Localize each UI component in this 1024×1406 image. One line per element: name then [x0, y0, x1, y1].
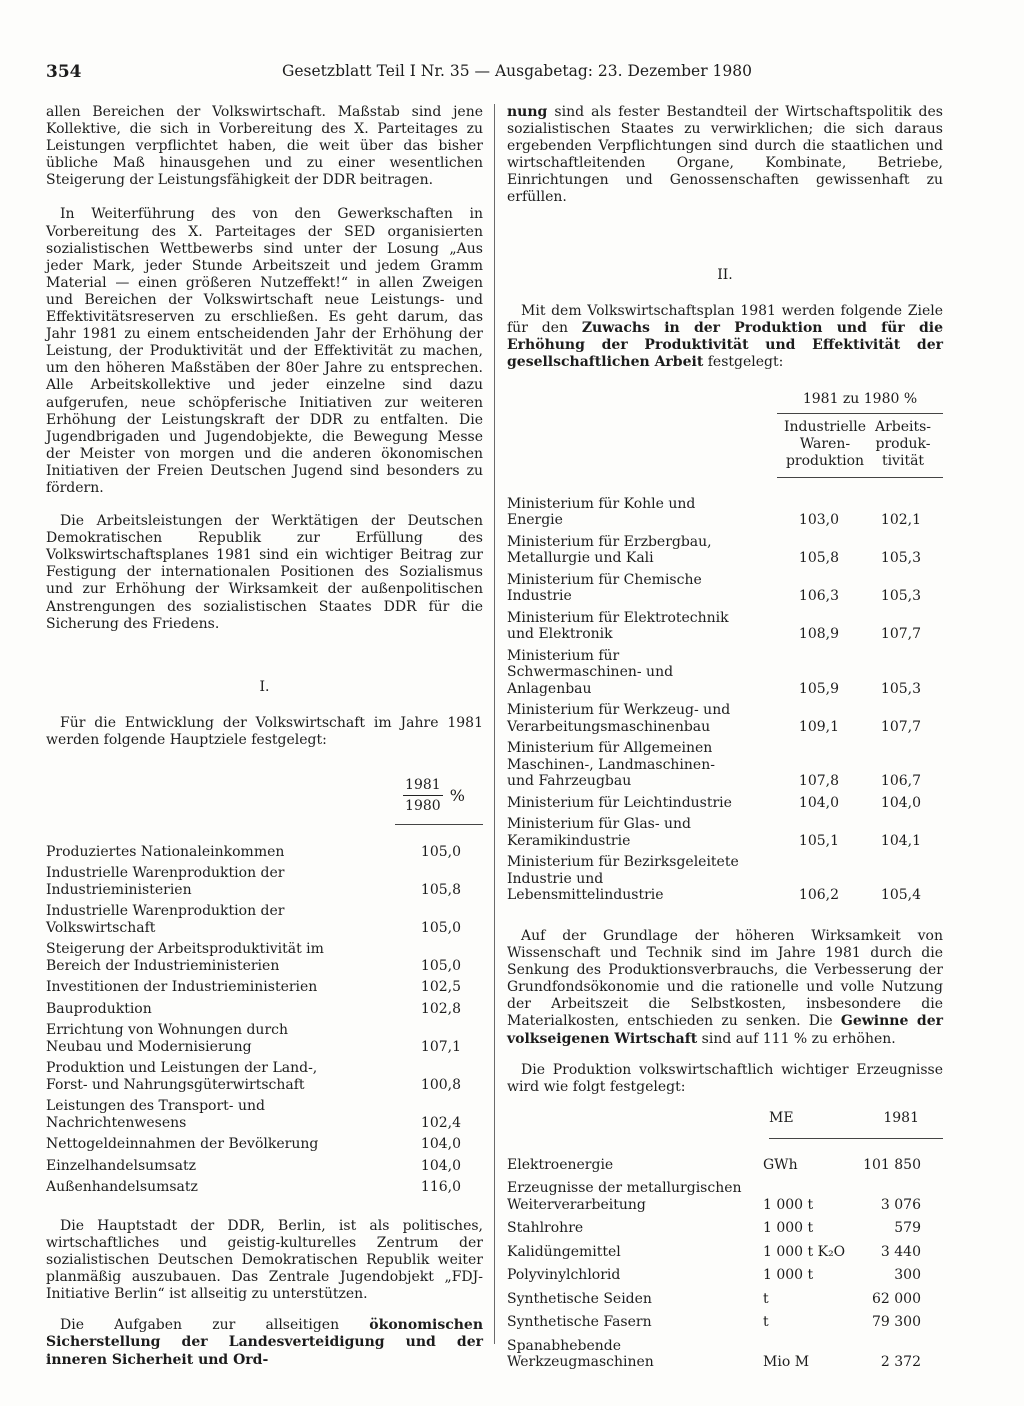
table-row [507, 1331, 943, 1371]
table-row [46, 1017, 483, 1055]
row-label: Ministerium für Erzbergbau, Metallurgie und Kali [507, 533, 712, 567]
table-row [46, 996, 483, 1018]
paragraph: allen Bereichen der Volkswirtschaft. Maßstab sind jene Kollektive, die sich in Vorbereitung des X. Parteitages zu Leistungen verpflichtet haben, die weit über das bisher übliche Maß hinausgehen und zu einer wesentlichen Steigerung der Leistungsfähigkeit der DDR beitragen. [46, 104, 483, 189]
fraction-denominator: 1980 [405, 797, 441, 814]
page-header [46, 62, 976, 86]
header-rule [777, 413, 943, 414]
row-label: Synthetische Fasern [507, 1314, 652, 1331]
table-row [46, 839, 483, 861]
bold-text: Gewinne der volkseigenen Wirtschaft [507, 1013, 943, 1047]
column-header-year: 1981 [883, 1109, 919, 1126]
ministry-table [507, 491, 943, 904]
row-label: Leistungen des Transport- und Nachrichtenwesens [46, 1098, 265, 1131]
row-value: 3 440 [880, 1243, 921, 1260]
row-label: Ministerium für Allgemeinen Maschinen-, Landmaschinen- und Fahrzeugbau [507, 740, 715, 790]
row-label: Errichtung von Wohnungen durch Neubau und Modernisierung [46, 1022, 288, 1055]
row-label: Industrielle Warenproduktion der Volkswirtschaft [46, 903, 285, 936]
row-label: Elektroenergie [507, 1156, 614, 1173]
row-value: 3 076 [880, 1196, 921, 1213]
paragraph: Für die Entwicklung der Volkswirtschaft im Jahre 1981 werden folgende Hauptziele festgelegt: [46, 714, 483, 748]
bold-text: Zuwachs in der Produktion und für die Erhöhung der Produktivität und Effektivität der gesellschaftlichen Arbeit [507, 319, 943, 370]
text-run: sind auf 111 % zu erhöhen. [697, 1030, 896, 1047]
row-value: 105,0 [420, 919, 461, 936]
row-value-productivity: 105,3 [880, 680, 921, 697]
row-label: Ministerium für Kohle und Energie [507, 495, 696, 529]
table-row [507, 1284, 943, 1308]
section-heading: I. [259, 678, 270, 695]
table-header [507, 1108, 943, 1146]
table-row [46, 860, 483, 898]
row-label: Stahlrohre [507, 1220, 584, 1237]
table-row [507, 1213, 943, 1237]
row-value-production: 107,8 [798, 773, 839, 790]
left-column [46, 104, 483, 1369]
table-header [507, 391, 943, 491]
row-unit: GWh [763, 1156, 798, 1173]
row-label: Außenhandelsumsatz [46, 1179, 198, 1196]
table-row [46, 1153, 483, 1175]
row-label: Steigerung der Arbeitsproduktivität im Bereich der Industrieministerien [46, 941, 324, 974]
table-row [507, 735, 943, 790]
row-value: 105,8 [420, 881, 461, 898]
row-value-production: 109,1 [798, 718, 839, 735]
text-run: festgelegt: [703, 353, 784, 370]
row-label: Nettogeldeinnahmen der Bevölkerung [46, 1136, 319, 1153]
paragraph: Die Produktion volkswirtschaftlich wichtiger Erzeugnisse wird wie folgt festgelegt: [507, 1061, 943, 1095]
row-value: 101 850 [863, 1156, 921, 1173]
table-row [507, 491, 943, 529]
table-row [507, 697, 943, 735]
table-row [507, 1173, 943, 1213]
table-row [507, 529, 943, 567]
paragraph [46, 1317, 483, 1368]
row-label: Synthetische Seiden [507, 1290, 652, 1307]
table-row [507, 1307, 943, 1331]
row-value: 300 [894, 1267, 921, 1284]
row-value-production: 105,9 [798, 680, 839, 697]
column-header-production: Industrielle Waren- produktion [783, 418, 867, 469]
column-header-productivity: Arbeits- produk- tivität [874, 418, 932, 469]
column-divider [494, 104, 495, 1344]
table-row [507, 1150, 943, 1174]
paragraph: In Weiterführung des von den Gewerkschaften in Vorbereitung des X. Parteitages der SED organisierten sozialistischen Wettbewerbs sind unter der Losung „Aus jeder Mark, jeder Stunde Arbeitszeit und jedem Gramm Material — einen größeren Nutzeffekt!“ in allen Zweigen und Bereichen der Volkswirtschaft neue Leistungs- und Effektivitätsreserven zu erschließen. Es geht darum, das Jahr 1981 zu einem entscheidenden Jahr der Erhöhung der Leistung, der Produktivität und der Effektivität zu machen, um den höheren Maßstäben der 80er Jahre zu entsprechen. Alle Arbeitskollektive und jeder einzelne sind dazu aufgerufen, neue schöpferische Initiativen zur weiteren Erhöhung der Leistungskraft der DDR zu entfalten. Die Jugendbrigaden und Jugendobjekte, die Bewegung Messe der Meister von morgen und die anderen ökonomischen Initiativen der Freien Deutschen Jugend sind besonders zu fördern. [46, 206, 483, 496]
paragraph: Die Arbeitsleistungen der Werktätigen der Deutschen Demokratischen Republik zur Erfüllung des Volkswirtschaftsplanes 1981 sind ein wichtiger Beitrag zur Festigung der internationalen Positionen des Sozialismus und zur Erhöhung der Wirksamkeit der außenpolitischen Anstrengungen des sozialistischen Staates DDR für die Sicherung des Friedens. [46, 513, 483, 632]
row-value-productivity: 104,0 [880, 794, 921, 811]
row-label: Produziertes Nationaleinkommen [46, 843, 285, 860]
row-value-productivity: 104,1 [880, 832, 921, 849]
paragraph: Die Hauptstadt der DDR, Berlin, ist als politisches, wirtschaftliches und geistig-kulturelles Zentrum der sozialistischen Deutschen Demokratischen Republik weiter planmäßig auszubauen. Das Zentrale Jugendobjekt „FDJ-Initiative Berlin“ ist allseitig zu unterstützen. [46, 1217, 483, 1303]
row-value-productivity: 105,3 [880, 588, 921, 605]
row-value-production: 105,1 [798, 832, 839, 849]
table-row [46, 1174, 483, 1196]
row-value: 105,0 [420, 957, 461, 974]
table-row [507, 643, 943, 698]
header-title: Gesetzblatt Teil I Nr. 35 — Ausgabetag: 23. Dezember 1980 [282, 62, 753, 80]
right-column [507, 104, 943, 1371]
row-label: Bauproduktion [46, 1000, 152, 1017]
row-value: 62 000 [872, 1290, 921, 1307]
header-rule [769, 1138, 943, 1139]
row-value-production: 108,9 [798, 626, 839, 643]
column-header-unit: ME [769, 1109, 794, 1126]
row-unit: t [763, 1314, 769, 1331]
row-label: Spanabhebende Werkzeugmaschinen [507, 1337, 654, 1371]
header-rule [777, 477, 943, 478]
page-number: 354 [46, 62, 82, 82]
row-label: Ministerium für Leichtindustrie [507, 794, 732, 811]
row-label: Kalidüngemittel [507, 1243, 621, 1260]
row-label: Ministerium für Elektrotechnik und Elektronik [507, 609, 729, 643]
main-targets-table [46, 839, 483, 1196]
section-heading: II. [717, 266, 733, 283]
row-label: Erzeugnisse der metallurgischen Weiterverarbeitung [507, 1180, 742, 1213]
row-value-production: 105,8 [798, 550, 839, 567]
row-label: Polyvinylchlorid [507, 1267, 621, 1284]
paragraph [507, 928, 943, 1048]
row-label: Produktion und Leistungen der Land-, Forst- und Nahrungsgüterwirtschaft [46, 1060, 318, 1093]
row-value: 2 372 [880, 1354, 921, 1371]
header-rule [395, 824, 483, 825]
row-value: 105,0 [420, 843, 461, 860]
row-value: 104,0 [420, 1136, 461, 1153]
row-label: Einzelhandelsumsatz [46, 1157, 196, 1174]
row-label: Ministerium für Schwermaschinen- und Anlagenbau [507, 647, 674, 697]
row-value-productivity: 107,7 [880, 718, 921, 735]
ratio-fraction [403, 777, 443, 814]
row-label: Ministerium für Chemische Industrie [507, 571, 702, 605]
row-value: 100,8 [420, 1076, 461, 1093]
text-run: Mit dem Volkswirtschaftsplan 1981 werden folgende Ziele für den [507, 302, 943, 336]
table-row [46, 936, 483, 974]
products-table [507, 1150, 943, 1371]
row-label: Investitionen der Industrieministerien [46, 979, 318, 996]
table-row [507, 605, 943, 643]
text-run: Auf der Grundlage der höheren Wirksamkeit von Wissenschaft und Technik sind im Jahre 1981 durch die Senkung des Produktionsverbrauchs, die Verbesserung der Grundfondsökonomie und die rationelle und volle Nutzung der Arbeitszeit die Selbstkosten, insbesondere die Materialkosten, entschieden zu senken. Die [507, 927, 943, 1030]
unit-label: % [449, 785, 465, 805]
row-value-productivity: 102,1 [880, 512, 921, 529]
row-value-production: 103,0 [798, 512, 839, 529]
paragraph [507, 104, 943, 207]
row-unit: 1 000 t [763, 1196, 814, 1213]
row-value: 107,1 [420, 1038, 461, 1055]
table-row [507, 1260, 943, 1284]
text-run: Die Aufgaben zur allseitigen [60, 1317, 370, 1334]
row-value-productivity: 106,7 [880, 773, 921, 790]
row-value-productivity: 105,3 [880, 550, 921, 567]
row-value-productivity: 105,4 [880, 887, 921, 904]
table-row [46, 1093, 483, 1131]
row-value: 102,5 [420, 979, 461, 996]
row-label: Ministerium für Werkzeug- und Verarbeitungsmaschinenbau [507, 702, 731, 735]
table-row [46, 1131, 483, 1153]
row-value-production: 106,3 [798, 588, 839, 605]
row-value-production: 104,0 [798, 794, 839, 811]
row-label: Ministerium für Glas- und Keramikindustrie [507, 816, 692, 849]
row-label: Industrielle Warenproduktion der Industrieministerien [46, 865, 285, 898]
row-value-productivity: 107,7 [880, 626, 921, 643]
row-value: 104,0 [420, 1157, 461, 1174]
row-unit: t [763, 1290, 769, 1307]
table-row [507, 1237, 943, 1261]
table-row [507, 790, 943, 812]
table-row [46, 898, 483, 936]
bold-text: nung [507, 104, 548, 120]
row-unit: Mio M [763, 1354, 810, 1371]
row-unit: 1 000 t [763, 1220, 814, 1237]
bold-text: ökonomischen Sicherstellung der Landesverteidigung und der inneren Sicherheit und Ord- [46, 1317, 483, 1368]
row-value: 102,4 [420, 1114, 461, 1131]
table-row [507, 567, 943, 605]
row-label: Ministerium für Bezirksgeleitete Industrie und Lebensmittelindustrie [507, 854, 739, 904]
row-value: 579 [894, 1220, 921, 1237]
table-row [507, 811, 943, 849]
row-value: 79 300 [872, 1314, 921, 1331]
group-header: 1981 zu 1980 % [802, 390, 918, 407]
row-unit: 1 000 t K₂O [763, 1243, 846, 1260]
fraction-numerator: 1981 [403, 777, 443, 796]
table-row [507, 849, 943, 904]
row-value: 102,8 [420, 1000, 461, 1017]
row-value: 116,0 [420, 1179, 461, 1196]
row-value-production: 106,2 [798, 887, 839, 904]
table-row [46, 1055, 483, 1093]
table-header [46, 767, 483, 827]
text-run: sind als fester Bestandteil der Wirtschaftspolitik des sozialistischen Staates zu verwirklichen; die sich daraus ergebenden Verpflichtungen sind durch die staatlichen und wirtschaftleitenden Organe, Kombinate, Betriebe, Einrichtungen und Genossenschaften gewissenhaft zu erfüllen. [507, 104, 943, 206]
paragraph [507, 303, 943, 371]
row-unit: 1 000 t [763, 1267, 814, 1284]
table-row [46, 974, 483, 996]
